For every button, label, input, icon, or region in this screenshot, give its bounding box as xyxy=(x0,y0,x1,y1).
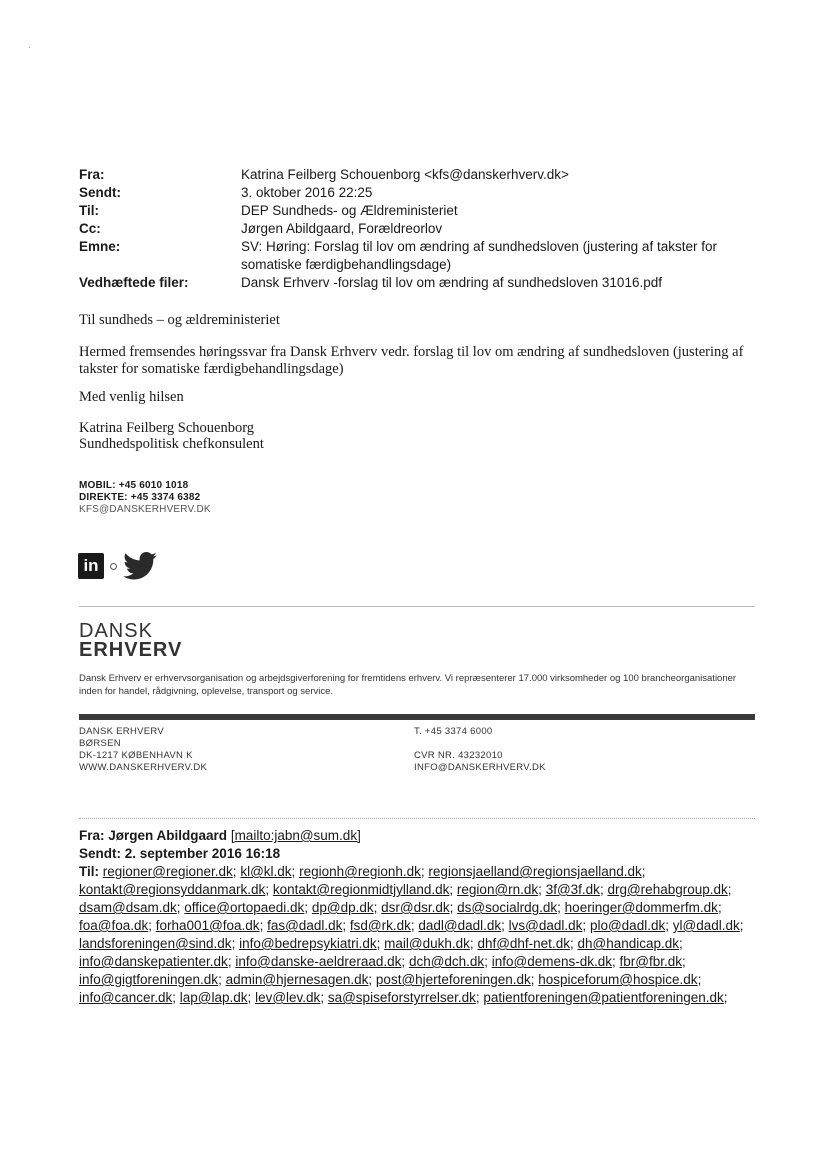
recipient-email-link[interactable]: kl@kl.dk xyxy=(240,864,292,879)
forwarded-sent xyxy=(79,845,759,863)
recipient-email-link[interactable]: regionsjaelland@regionsjaelland.dk xyxy=(428,864,642,879)
recipient-email-link[interactable]: fsd@rk.dk xyxy=(349,918,411,933)
header-row-sent xyxy=(79,184,759,202)
recipient-email-link[interactable]: dadl@dadl.dk xyxy=(418,918,502,933)
direct-number: DIREKTE: +45 3374 6382 xyxy=(79,492,201,503)
recipient-email-link[interactable]: regioner@regioner.dk xyxy=(102,864,233,879)
recipient-email-link[interactable]: info@danske-aeldreraad.dk xyxy=(235,954,402,969)
recipient-email-link[interactable]: post@hjerteforeningen.dk xyxy=(375,972,531,987)
recipient-email-link[interactable]: forha001@foa.dk xyxy=(155,918,260,933)
recipient-email-link[interactable]: foa@foa.dk xyxy=(79,918,149,933)
recipient-email-link[interactable]: info@cancer.dk xyxy=(79,990,173,1005)
forwarded-from xyxy=(79,827,759,845)
email-header xyxy=(79,166,759,292)
forwarded-to xyxy=(79,863,759,1007)
dansk-erhverv-logo xyxy=(79,622,182,660)
sent-value: 2. september 2016 16:18 xyxy=(124,846,281,861)
sender-title: Sundhedspolitisk chefkonsulent xyxy=(79,436,264,452)
recipient-email-link[interactable]: sa@spiseforstyrrelser.dk xyxy=(327,990,476,1005)
address-right xyxy=(414,726,546,774)
recipient-email-link[interactable]: lvs@dadl.dk xyxy=(508,918,583,933)
linkedin-icon[interactable]: in xyxy=(78,553,104,579)
recipient-email-link[interactable]: drg@rehabgroup.dk xyxy=(607,882,728,897)
social-icons xyxy=(78,552,157,580)
header-value: 3. oktober 2016 22:25 xyxy=(241,185,373,200)
header-label: Emne: xyxy=(79,239,121,254)
recipient-email-link[interactable]: dhf@dhf-net.dk xyxy=(477,936,570,951)
header-label: Vedhæftede filer: xyxy=(79,275,189,290)
recipient-email-link[interactable]: hospiceforum@hospice.dk xyxy=(538,972,698,987)
recipient-email-link[interactable]: kontakt@regionsyddanmark.dk xyxy=(79,882,266,897)
website-link[interactable]: WWW.DANSKERHVERV.DK xyxy=(79,762,208,773)
recipient-email-link[interactable]: regionh@regionh.dk xyxy=(299,864,421,879)
header-label: Cc: xyxy=(79,221,101,236)
from-name: Jørgen Abildgaard xyxy=(108,828,228,843)
header-value: Katrina Feilberg Schouenborg <kfs@danskerhverv.dk> xyxy=(241,167,569,182)
header-row-from xyxy=(79,166,759,184)
header-label: Fra: xyxy=(79,167,105,182)
header-value: DEP Sundheds- og Ældreministeriet xyxy=(241,203,458,218)
header-label: Sendt: xyxy=(79,185,121,200)
from-label: Fra: xyxy=(79,828,105,843)
header-row-to xyxy=(79,202,759,220)
header-row-subject xyxy=(79,238,759,274)
address-spacer xyxy=(414,738,546,750)
greeting: Til sundheds – og ældreministeriet xyxy=(79,312,280,328)
recipient-email-link[interactable]: dsam@dsam.dk xyxy=(79,900,177,915)
divider xyxy=(79,818,755,819)
to-label: Til: xyxy=(79,864,99,879)
recipient-email-link[interactable]: info@gigtforeningen.dk xyxy=(79,972,219,987)
address-line: BØRSEN xyxy=(79,738,121,749)
recipient-list: regioner@regioner.dk; kl@kl.dk; regionh@regionh.dk; regionsjaelland@regionsjaelland.dk; kontakt@regionsyddanmark.dk; kontakt@regionmidtjylland.dk; region@rn.dk; 3f@3f.dk; drg@rehabgroup.dk; dsam@dsam.dk; office@ortopaedi.dk; dp@dp.dk; dsr@dsr.dk; ds@socialrdg.dk; hoeringer@dommerfm.dk; foa@foa.dk; forha001@foa.dk; fas@dadl.dk; fsd@rk.dk; dadl@dadl.dk; lvs@dadl.dk; plo@dadl.dk; yl@dadl.dk; landsforeningen@sind.dk; info@bedrepsykiatri.dk; mail@dukh.dk; dhf@dhf-net.dk; dh@handicap.dk; info@danskepatienter.dk; info@danske-aeldreraad.dk; dch@dch.dk; info@demens-dk.dk; fbr@fbr.dk; info@gigtforeningen.dk; admin@hjernesagen.dk; post@hjerteforeningen.dk; hospiceforum@hospice.dk; info@cancer.dk; lap@lap.dk; lev@lev.dk; sa@spiseforstyrrelser.dk; patientforeningen@patientforeningen.dk; xyxy=(79,864,744,1005)
recipient-email-link[interactable]: fbr@fbr.dk xyxy=(619,954,682,969)
organisation-description: Dansk Erhverv er erhvervsorganisation og arbejdsgiverforening for fremtidens erhverv. Vi repræsenterer 17.000 virksomheder og 100 brancheorganisationer inden for handel, rådgivning, oplevelse, transport og service. xyxy=(79,673,737,697)
recipient-email-link[interactable]: office@ortopaedi.dk xyxy=(184,900,305,915)
recipient-email-link[interactable]: lap@lap.dk xyxy=(179,990,248,1005)
footer-bar xyxy=(79,714,755,720)
recipient-email-link[interactable]: kontakt@regionmidtjylland.dk xyxy=(272,882,450,897)
header-value: Jørgen Abildgaard, Forældreorlov xyxy=(241,221,443,236)
recipient-email-link[interactable]: info@bedrepsykiatri.dk xyxy=(239,936,377,951)
header-label: Til: xyxy=(79,203,99,218)
logo-line-1: DANSK xyxy=(79,620,153,642)
attachment-link[interactable]: Dansk Erhverv -forslag til lov om ændring af sundhedsloven 31016.pdf xyxy=(241,275,662,290)
scan-artefact: · xyxy=(28,42,31,52)
mobile-number: MOBIL: +45 6010 1018 xyxy=(79,480,189,491)
recipient-email-link[interactable]: landsforeningen@sind.dk xyxy=(79,936,232,951)
sent-label: Sendt: xyxy=(79,846,121,861)
header-row-attachments xyxy=(79,274,759,292)
recipient-email-link[interactable]: region@rn.dk xyxy=(456,882,539,897)
closing: Med venlig hilsen xyxy=(79,389,184,405)
recipient-email-link[interactable]: info@demens-dk.dk xyxy=(491,954,612,969)
address-left xyxy=(79,726,207,774)
recipient-email-link[interactable]: dsr@dsr.dk xyxy=(381,900,450,915)
recipient-email-link[interactable]: 3f@3f.dk xyxy=(545,882,600,897)
address-line: DK-1217 KØBENHAVN K xyxy=(79,750,193,761)
recipient-email-link[interactable]: fas@dadl.dk xyxy=(267,918,343,933)
body-paragraph: Hermed fremsendes høringssvar fra Dansk Erhverv vedr. forslag til lov om ændring af sundhedsloven (justering af takster for somatiske færdigbehandlingsdage) xyxy=(79,344,744,377)
recipient-email-link[interactable]: patientforeningen@patientforeningen.dk xyxy=(483,990,724,1005)
logo-line-2: ERHVERV xyxy=(79,639,183,661)
address-line: DANSK ERHVERV xyxy=(79,726,165,737)
recipient-email-link[interactable]: yl@dadl.dk xyxy=(672,918,740,933)
recipient-email-link[interactable]: admin@hjernesagen.dk xyxy=(225,972,369,987)
recipient-email-link[interactable]: mail@dukh.dk xyxy=(384,936,470,951)
header-value: SV: Høring: Forslag til lov om ændring af sundhedsloven (justering af takster for somatiske færdigbehandlingsdage) xyxy=(241,239,717,272)
divider xyxy=(79,606,755,607)
recipient-email-link[interactable]: plo@dadl.dk xyxy=(589,918,666,933)
cvr-number: CVR NR. 43232010 xyxy=(414,750,503,761)
forwarded-header xyxy=(79,827,759,1007)
registered-mark-icon xyxy=(110,563,117,570)
recipient-email-link[interactable]: ds@socialrdg.dk xyxy=(457,900,558,915)
header-row-cc xyxy=(79,220,759,238)
info-email[interactable]: INFO@DANSKERHVERV.DK xyxy=(414,762,546,773)
sender-name: Katrina Feilberg Schouenborg xyxy=(79,420,255,436)
recipient-email-link[interactable]: lev@lev.dk xyxy=(255,990,321,1005)
recipient-email-link[interactable]: dch@dch.dk xyxy=(408,954,485,969)
recipient-email-link[interactable]: hoeringer@dommerfm.dk xyxy=(564,900,718,915)
signature-email[interactable]: KFS@DANSKERHVERV.DK xyxy=(79,504,211,515)
phone-number: T. +45 3374 6000 xyxy=(414,726,493,737)
mailto-link[interactable]: [mailto:jabn@sum.dk] xyxy=(230,828,361,843)
recipient-email-link[interactable]: info@danskepatienter.dk xyxy=(79,954,228,969)
recipient-email-link[interactable]: dp@dp.dk xyxy=(311,900,374,915)
twitter-icon[interactable] xyxy=(123,552,157,580)
recipient-email-link[interactable]: dh@handicap.dk xyxy=(577,936,680,951)
